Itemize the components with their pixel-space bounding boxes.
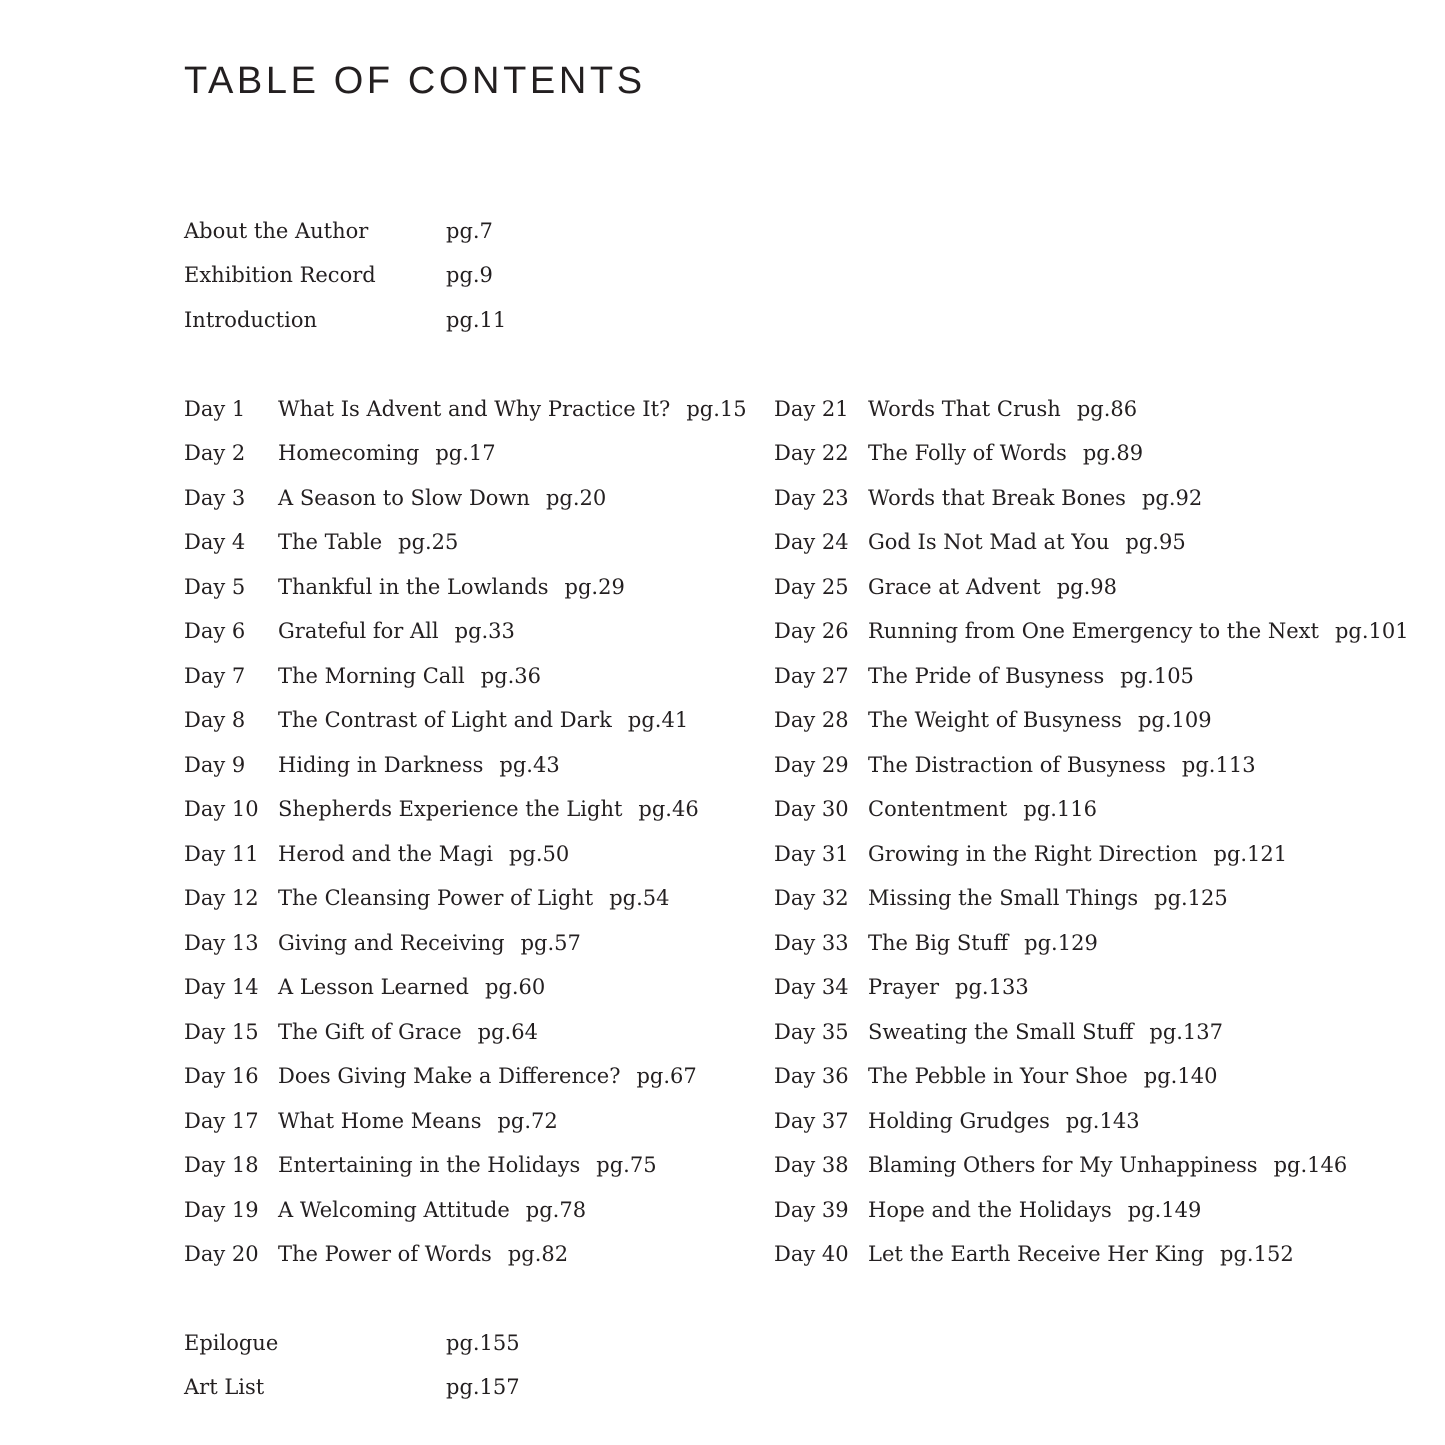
page-title: TABLE OF CONTENTS — [184, 60, 646, 102]
day-number: Day 38 — [774, 1153, 849, 1177]
day-number: Day 17 — [184, 1109, 259, 1133]
day-number: Day 35 — [774, 1020, 849, 1044]
day-page: pg.64 — [477, 1020, 538, 1044]
day-number: Day 40 — [774, 1242, 849, 1266]
entry-page: pg.11 — [446, 308, 507, 332]
day-number: Day 24 — [774, 530, 849, 554]
day-title: The Pride of Busyness — [868, 664, 1105, 688]
day-title: Missing the Small Things — [868, 886, 1139, 910]
entry-page: pg.9 — [446, 263, 493, 287]
entry-label: Art List — [184, 1375, 265, 1399]
day-page: pg.82 — [507, 1242, 569, 1266]
day-title: The Gift of Grace — [278, 1020, 462, 1044]
day-page: pg.149 — [1127, 1198, 1202, 1222]
day-number: Day 30 — [774, 797, 849, 821]
day-title: Hiding in Darkness — [278, 753, 484, 777]
day-title: Growing in the Right Direction — [868, 842, 1198, 866]
day-number: Day 22 — [774, 441, 849, 465]
day-number: Day 15 — [184, 1020, 259, 1044]
day-title: The Weight of Busyness — [868, 708, 1122, 732]
day-page: pg.113 — [1181, 753, 1256, 777]
day-page: pg.67 — [636, 1064, 697, 1088]
day-page: pg.72 — [497, 1109, 558, 1133]
day-page: pg.78 — [525, 1198, 587, 1222]
day-number: Day 12 — [184, 886, 259, 910]
day-number: Day 6 — [184, 619, 246, 643]
day-number: Day 16 — [184, 1064, 259, 1088]
day-number: Day 26 — [774, 619, 849, 643]
day-number: Day 37 — [774, 1109, 849, 1133]
day-title: The Contrast of Light and Dark — [278, 708, 612, 732]
day-page: pg.25 — [398, 530, 459, 554]
day-page: pg.140 — [1143, 1064, 1218, 1088]
day-number: Day 28 — [774, 708, 849, 732]
day-page: pg.17 — [435, 441, 496, 465]
day-page: pg.129 — [1024, 931, 1098, 955]
day-number: Day 39 — [774, 1198, 849, 1222]
day-number: Day 31 — [774, 842, 849, 866]
day-page: pg.41 — [627, 708, 689, 732]
day-number: Day 36 — [774, 1064, 849, 1088]
day-title: A Welcoming Attitude — [278, 1198, 510, 1222]
day-title: The Folly of Words — [868, 441, 1067, 465]
day-page: pg.75 — [596, 1153, 657, 1177]
day-title: The Pebble in Your Shoe — [868, 1064, 1128, 1088]
day-number: Day 10 — [184, 797, 259, 821]
day-number: Day 8 — [184, 708, 246, 732]
day-title: Contentment — [868, 797, 1008, 821]
day-title: A Season to Slow Down — [278, 486, 530, 510]
day-page: pg.109 — [1137, 708, 1212, 732]
day-page: pg.46 — [638, 797, 699, 821]
day-page: pg.36 — [480, 664, 542, 688]
day-title: Giving and Receiving — [278, 931, 505, 955]
day-title: The Power of Words — [278, 1242, 492, 1266]
day-title: The Morning Call — [278, 664, 465, 688]
day-page: pg.146 — [1273, 1153, 1348, 1177]
day-number: Day 3 — [184, 486, 246, 510]
day-page: pg.50 — [508, 842, 570, 866]
day-number: Day 11 — [184, 842, 259, 866]
day-page: pg.121 — [1213, 842, 1288, 866]
day-title: God Is Not Mad at You — [868, 530, 1110, 554]
day-number: Day 34 — [774, 975, 849, 999]
day-number: Day 5 — [184, 575, 246, 599]
day-title: Running from One Emergency to the Next — [868, 619, 1319, 643]
day-page: pg.95 — [1125, 530, 1186, 554]
day-title: What Home Means — [278, 1109, 482, 1133]
entry-page: pg.157 — [446, 1375, 520, 1399]
day-title: Entertaining in the Holidays — [278, 1153, 581, 1177]
day-title: Homecoming — [278, 441, 420, 465]
day-title: Does Giving Make a Difference? — [278, 1064, 621, 1088]
day-number: Day 20 — [184, 1242, 259, 1266]
day-title: Words That Crush — [868, 397, 1061, 421]
day-number: Day 19 — [184, 1198, 259, 1222]
day-number: Day 29 — [774, 753, 849, 777]
day-number: Day 23 — [774, 486, 849, 510]
day-number: Day 18 — [184, 1153, 259, 1177]
day-page: pg.137 — [1149, 1020, 1224, 1044]
day-title: What Is Advent and Why Practice It? — [278, 397, 671, 421]
day-title: Words that Break Bones — [868, 486, 1126, 510]
day-page: pg.101 — [1334, 619, 1409, 643]
day-page: pg.89 — [1082, 441, 1144, 465]
day-page: pg.15 — [686, 397, 747, 421]
day-page: pg.133 — [955, 975, 1029, 999]
day-title: Sweating the Small Stuff — [868, 1020, 1134, 1044]
day-page: pg.33 — [454, 619, 515, 643]
entry-label: Introduction — [184, 308, 317, 332]
day-number: Day 1 — [184, 397, 246, 421]
day-page: pg.57 — [520, 931, 581, 955]
day-page: pg.43 — [499, 753, 560, 777]
day-title: Grace at Advent — [868, 575, 1041, 599]
day-number: Day 7 — [184, 664, 246, 688]
day-page: pg.60 — [484, 975, 546, 999]
entry-page: pg.155 — [446, 1331, 520, 1355]
day-page: pg.105 — [1120, 664, 1194, 688]
day-title: Let the Earth Receive Her King — [868, 1242, 1205, 1266]
day-title: Holding Grudges — [868, 1109, 1050, 1133]
day-number: Day 9 — [184, 753, 246, 777]
day-page: pg.54 — [609, 886, 670, 910]
day-number: Day 13 — [184, 931, 259, 955]
day-page: pg.116 — [1023, 797, 1098, 821]
day-number: Day 33 — [774, 931, 849, 955]
day-title: Shepherds Experience the Light — [278, 797, 623, 821]
day-page: pg.86 — [1076, 397, 1138, 421]
day-page: pg.92 — [1141, 486, 1203, 510]
day-page: pg.29 — [564, 575, 625, 599]
day-page: pg.125 — [1154, 886, 1228, 910]
day-number: Day 4 — [184, 530, 246, 554]
day-title: Thankful in the Lowlands — [278, 575, 549, 599]
day-number: Day 21 — [774, 397, 849, 421]
entry-page: pg.7 — [446, 219, 493, 243]
day-number: Day 14 — [184, 975, 259, 999]
day-number: Day 32 — [774, 886, 849, 910]
day-title: Grateful for All — [278, 619, 439, 643]
entry-label: Exhibition Record — [184, 263, 376, 287]
day-number: Day 25 — [774, 575, 849, 599]
day-page: pg.98 — [1056, 575, 1117, 599]
day-title: Herod and the Magi — [278, 842, 493, 866]
entry-label: Epilogue — [184, 1331, 279, 1355]
day-title: The Distraction of Busyness — [868, 753, 1166, 777]
day-title: The Table — [278, 530, 383, 554]
day-page: pg.152 — [1220, 1242, 1294, 1266]
day-number: Day 2 — [184, 441, 246, 465]
day-title: Hope and the Holidays — [868, 1198, 1112, 1222]
day-page: pg.20 — [545, 486, 607, 510]
day-title: Prayer — [868, 975, 940, 999]
day-title: The Cleansing Power of Light — [278, 886, 594, 910]
day-title: A Lesson Learned — [278, 975, 469, 999]
day-number: Day 27 — [774, 664, 849, 688]
entry-label: About the Author — [184, 219, 369, 243]
day-title: The Big Stuff — [868, 931, 1009, 955]
day-page: pg.143 — [1065, 1109, 1140, 1133]
day-title: Blaming Others for My Unhappiness — [868, 1153, 1258, 1177]
